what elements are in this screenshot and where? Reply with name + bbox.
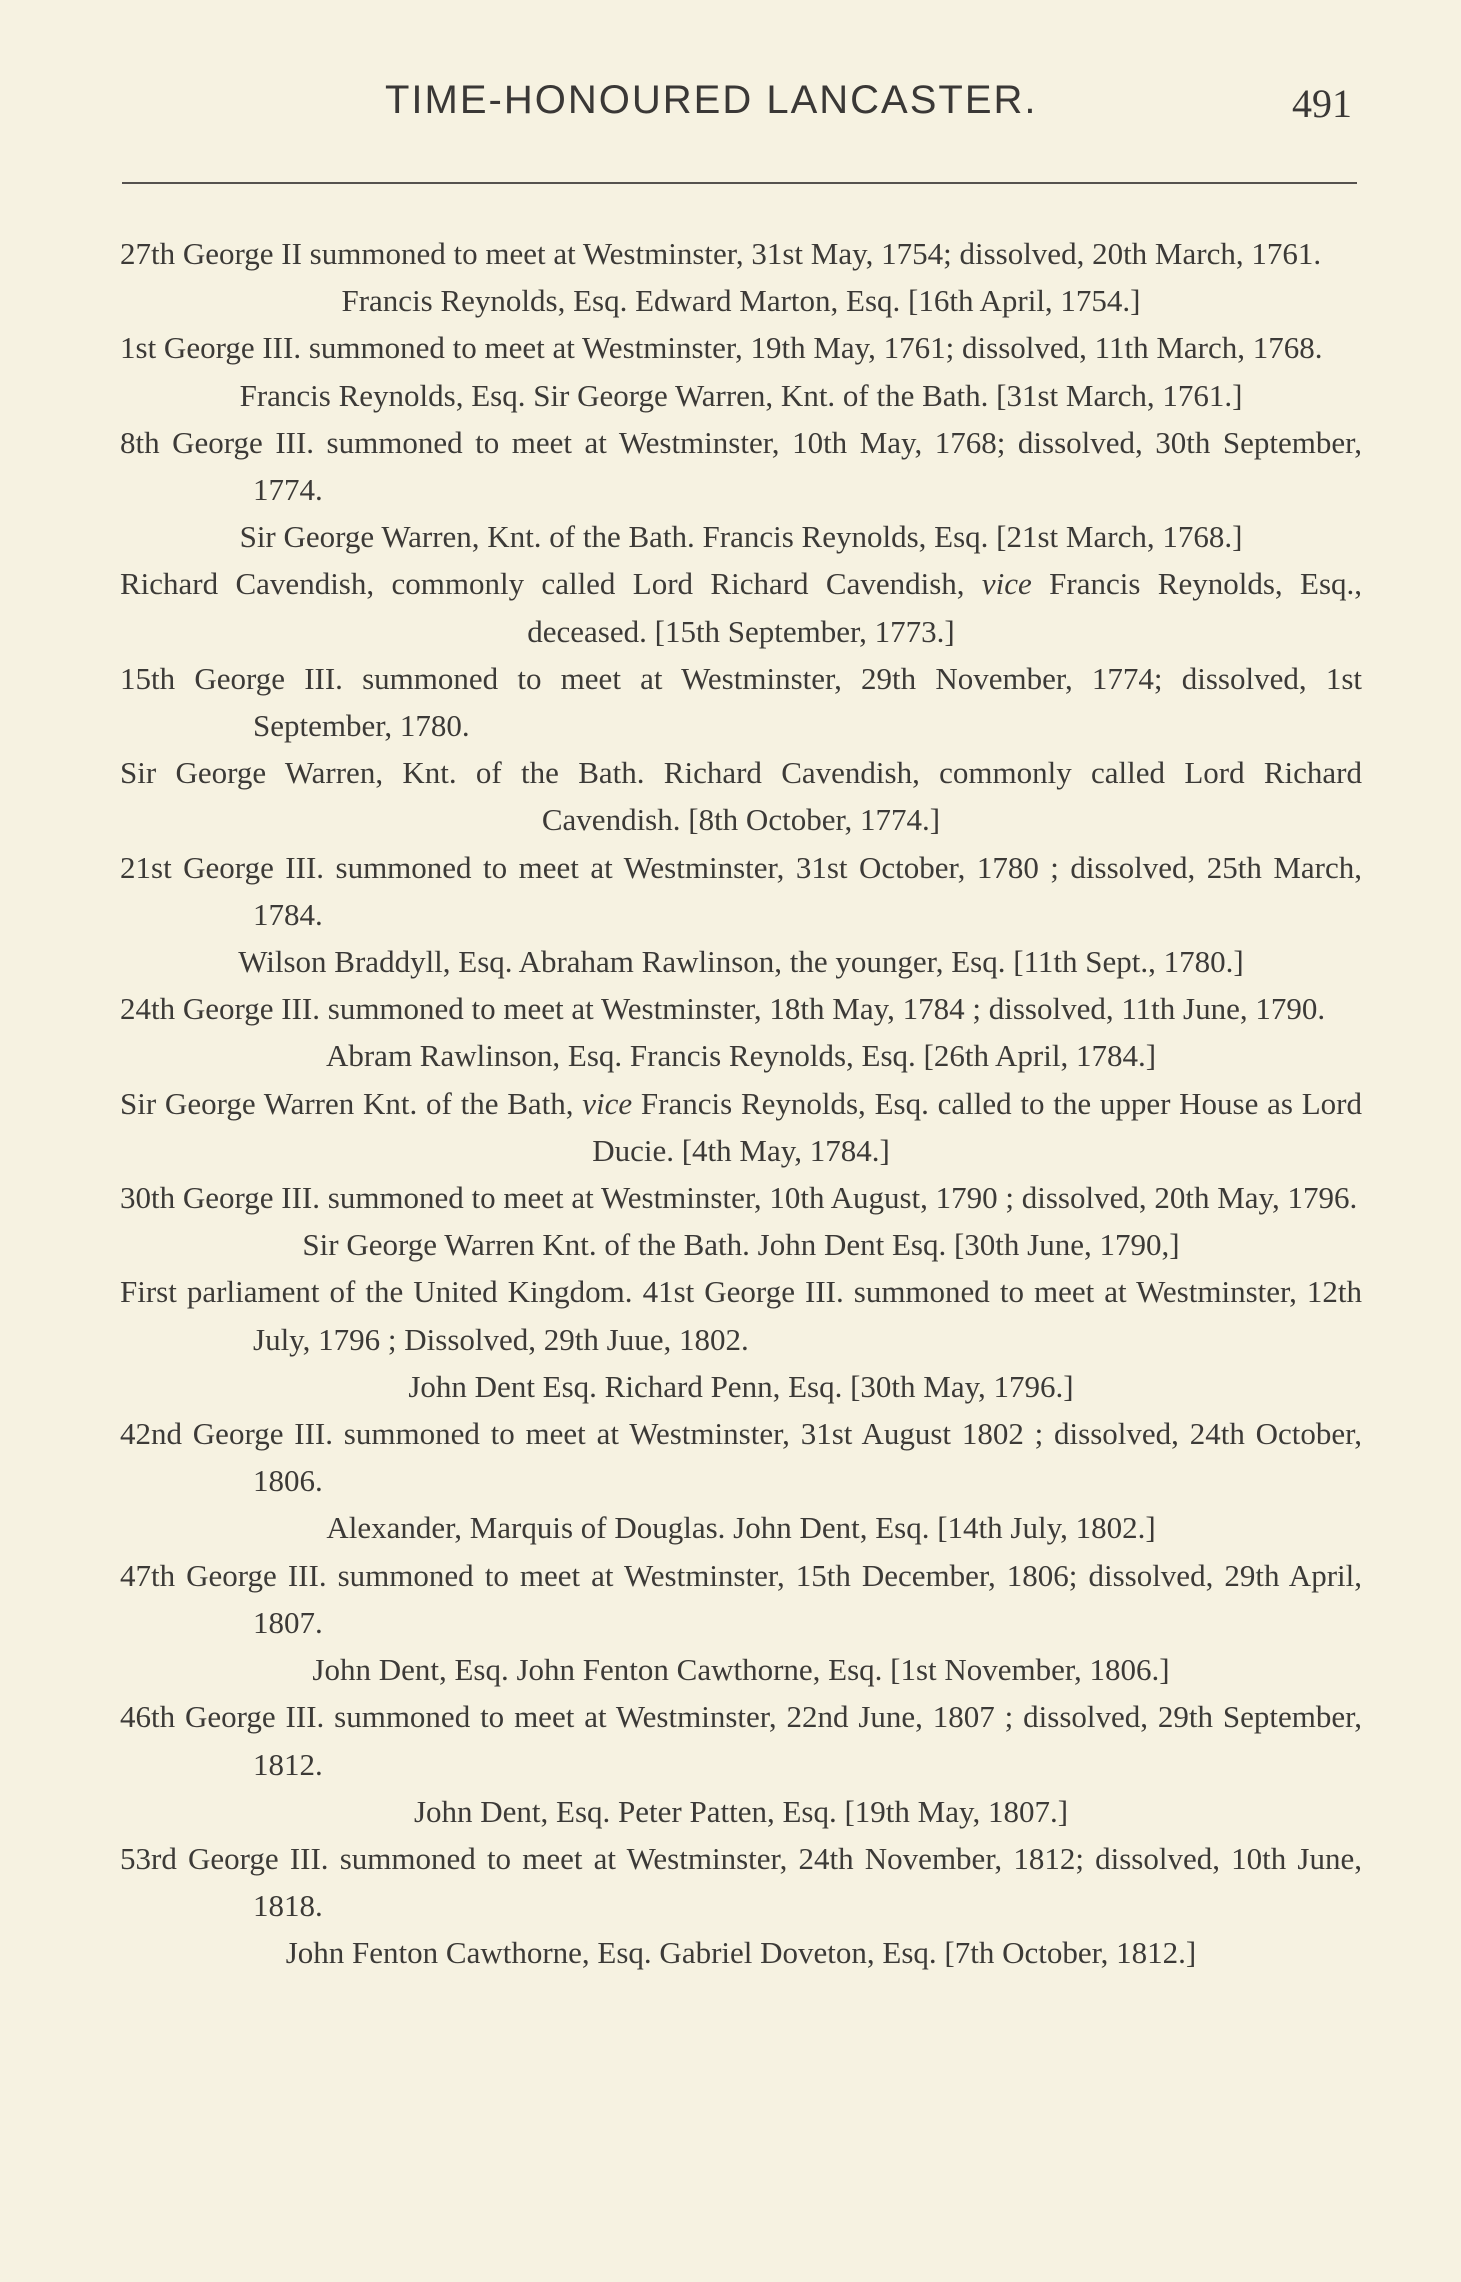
members-returned: Wilson Braddyll, Esq. Abraham Rawlinson, the younger, Esq. [11th Sept., 1780.] xyxy=(238,944,1244,980)
page-header xyxy=(0,78,1461,138)
members-returned: John Dent, Esq. John Fenton Cawthorne, Esq. [1st November, 1806.] xyxy=(312,1652,1170,1688)
members-returned: Francis Reynolds, Esq. Sir George Warren, Knt. of the Bath. [31st March, 1761.] xyxy=(239,377,1243,413)
parliament-summons: 1st George III. summoned to meet at Westminster, 19th May, 1761; dissolved, 11th March, 1768. xyxy=(120,330,1323,366)
by-election-text: Francis Reynolds, Esq., deceased. [15th September, 1773.] xyxy=(527,566,1363,649)
page-number: 491 xyxy=(1292,81,1352,126)
by-election-text: Sir George Warren Knt. of the Bath, xyxy=(120,1085,583,1121)
running-title: TIME-HONOURED LANCASTER. xyxy=(385,78,1038,122)
parliament-summons: 30th George III. summoned to meet at Westminster, 10th August, 1790 ; dissolved, 20th May, 1796. xyxy=(120,1180,1358,1216)
members-returned: Sir George Warren, Knt. of the Bath. Richard Cavendish, commonly called Lord Richard Cavendish. [8th October, 1774.] xyxy=(120,755,1362,838)
parliament-summons: 15th George III. summoned to meet at Westminster, 29th November, 1774; dissolved, 1st September, 1780. xyxy=(120,660,1362,744)
by-election xyxy=(120,1080,1362,1174)
members-returned: John Dent, Esq. Peter Patten, Esq. [19th May, 1807.] xyxy=(413,1793,1069,1829)
parliament-summons: 47th George III. summoned to meet at Westminster, 15th December, 1806; dissolved, 29th April, 1807. xyxy=(120,1557,1362,1640)
parliament-summons: 21st George III. summoned to meet at Westminster, 31st October, 1780 ; dissolved, 25th March, 1784. xyxy=(120,849,1362,932)
parliament-summons: 42nd George III. summoned to meet at Westminster, 31st August 1802 ; dissolved, 24th October, 1806. xyxy=(120,1416,1362,1499)
members-returned: John Dent Esq. Richard Penn, Esq. [30th May, 1796.] xyxy=(408,1368,1074,1404)
by-election-text: Francis Reynolds, Esq. called to the upper House as Lord Ducie. [4th May, 1784.] xyxy=(592,1085,1362,1168)
header-rule xyxy=(122,182,1357,184)
by-election-text: Richard Cavendish, commonly called Lord Richard Cavendish, xyxy=(120,566,982,602)
members-returned: Abram Rawlinson, Esq. Francis Reynolds, Esq. [26th April, 1784.] xyxy=(325,1038,1157,1074)
members-returned: Alexander, Marquis of Douglas. John Dent, Esq. [14th July, 1802.] xyxy=(326,1510,1156,1546)
parliament-summons: 53rd George III. summoned to meet at Westminster, 24th November, 1812; dissolved, 10th June, 1818. xyxy=(120,1840,1362,1924)
members-returned: John Fenton Cawthorne, Esq. Gabriel Doveton, Esq. [7th October, 1812.] xyxy=(285,1935,1197,1971)
parliament-summons: First parliament of the United Kingdom. 41st George III. summoned to meet at Westminster, 12th July, 1796 ; Dissolved, 29th Juue, 1802. xyxy=(120,1274,1362,1357)
by-election xyxy=(120,560,1362,654)
vice-word: vice xyxy=(582,1085,633,1121)
parliament-list xyxy=(120,230,1362,1977)
members-returned: Sir George Warren, Knt. of the Bath. Francis Reynolds, Esq. [21st March, 1768.] xyxy=(239,519,1243,555)
vice-word: vice xyxy=(981,566,1032,602)
parliament-summons: 8th George III. summoned to meet at Westminster, 10th May, 1768; dissolved, 30th September, 1774. xyxy=(120,424,1362,508)
parliament-summons: 24th George III. summoned to meet at Westminster, 18th May, 1784 ; dissolved, 11th June, 1790. xyxy=(120,991,1326,1027)
parliament-summons: 46th George III. summoned to meet at Westminster, 22nd June, 1807 ; dissolved, 29th September, 1812. xyxy=(120,1699,1362,1782)
members-returned: Sir George Warren Knt. of the Bath. John Dent Esq. [30th June, 1790,] xyxy=(302,1227,1180,1263)
members-returned: Francis Reynolds, Esq. Edward Marton, Esq. [16th April, 1754.] xyxy=(341,283,1141,319)
parliament-summons: 27th George II summoned to meet at Westminster, 31st May, 1754; dissolved, 20th March, 1761. xyxy=(120,236,1322,271)
